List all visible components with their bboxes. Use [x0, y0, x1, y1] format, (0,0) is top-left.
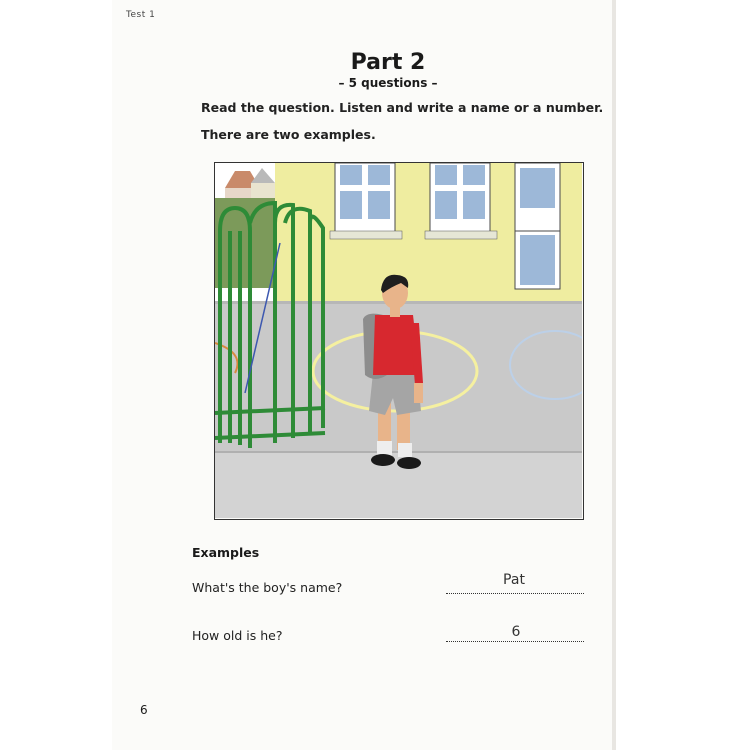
example-answer-1: Pat [503, 572, 525, 588]
example-question-1: What's the boy's name? [192, 580, 343, 595]
schoolyard-illustration [214, 162, 584, 520]
answer-line-1 [446, 592, 584, 594]
test-label: Test 1 [126, 10, 156, 20]
instruction-text: Read the question. Listen and write a name or a number. [201, 100, 604, 115]
schoolyard-boy-illustration [215, 163, 582, 518]
part-title: Part 2 [350, 50, 426, 75]
example-answer-2: 6 [511, 624, 521, 640]
examples-heading: Examples [192, 545, 260, 560]
page-number: 6 [140, 703, 148, 717]
answer-line-2 [446, 640, 584, 642]
part-subtitle: – 5 questions – [338, 76, 438, 90]
examples-note: There are two examples. [201, 127, 376, 142]
page-spine [612, 0, 616, 750]
example-question-2: How old is he? [192, 628, 283, 643]
